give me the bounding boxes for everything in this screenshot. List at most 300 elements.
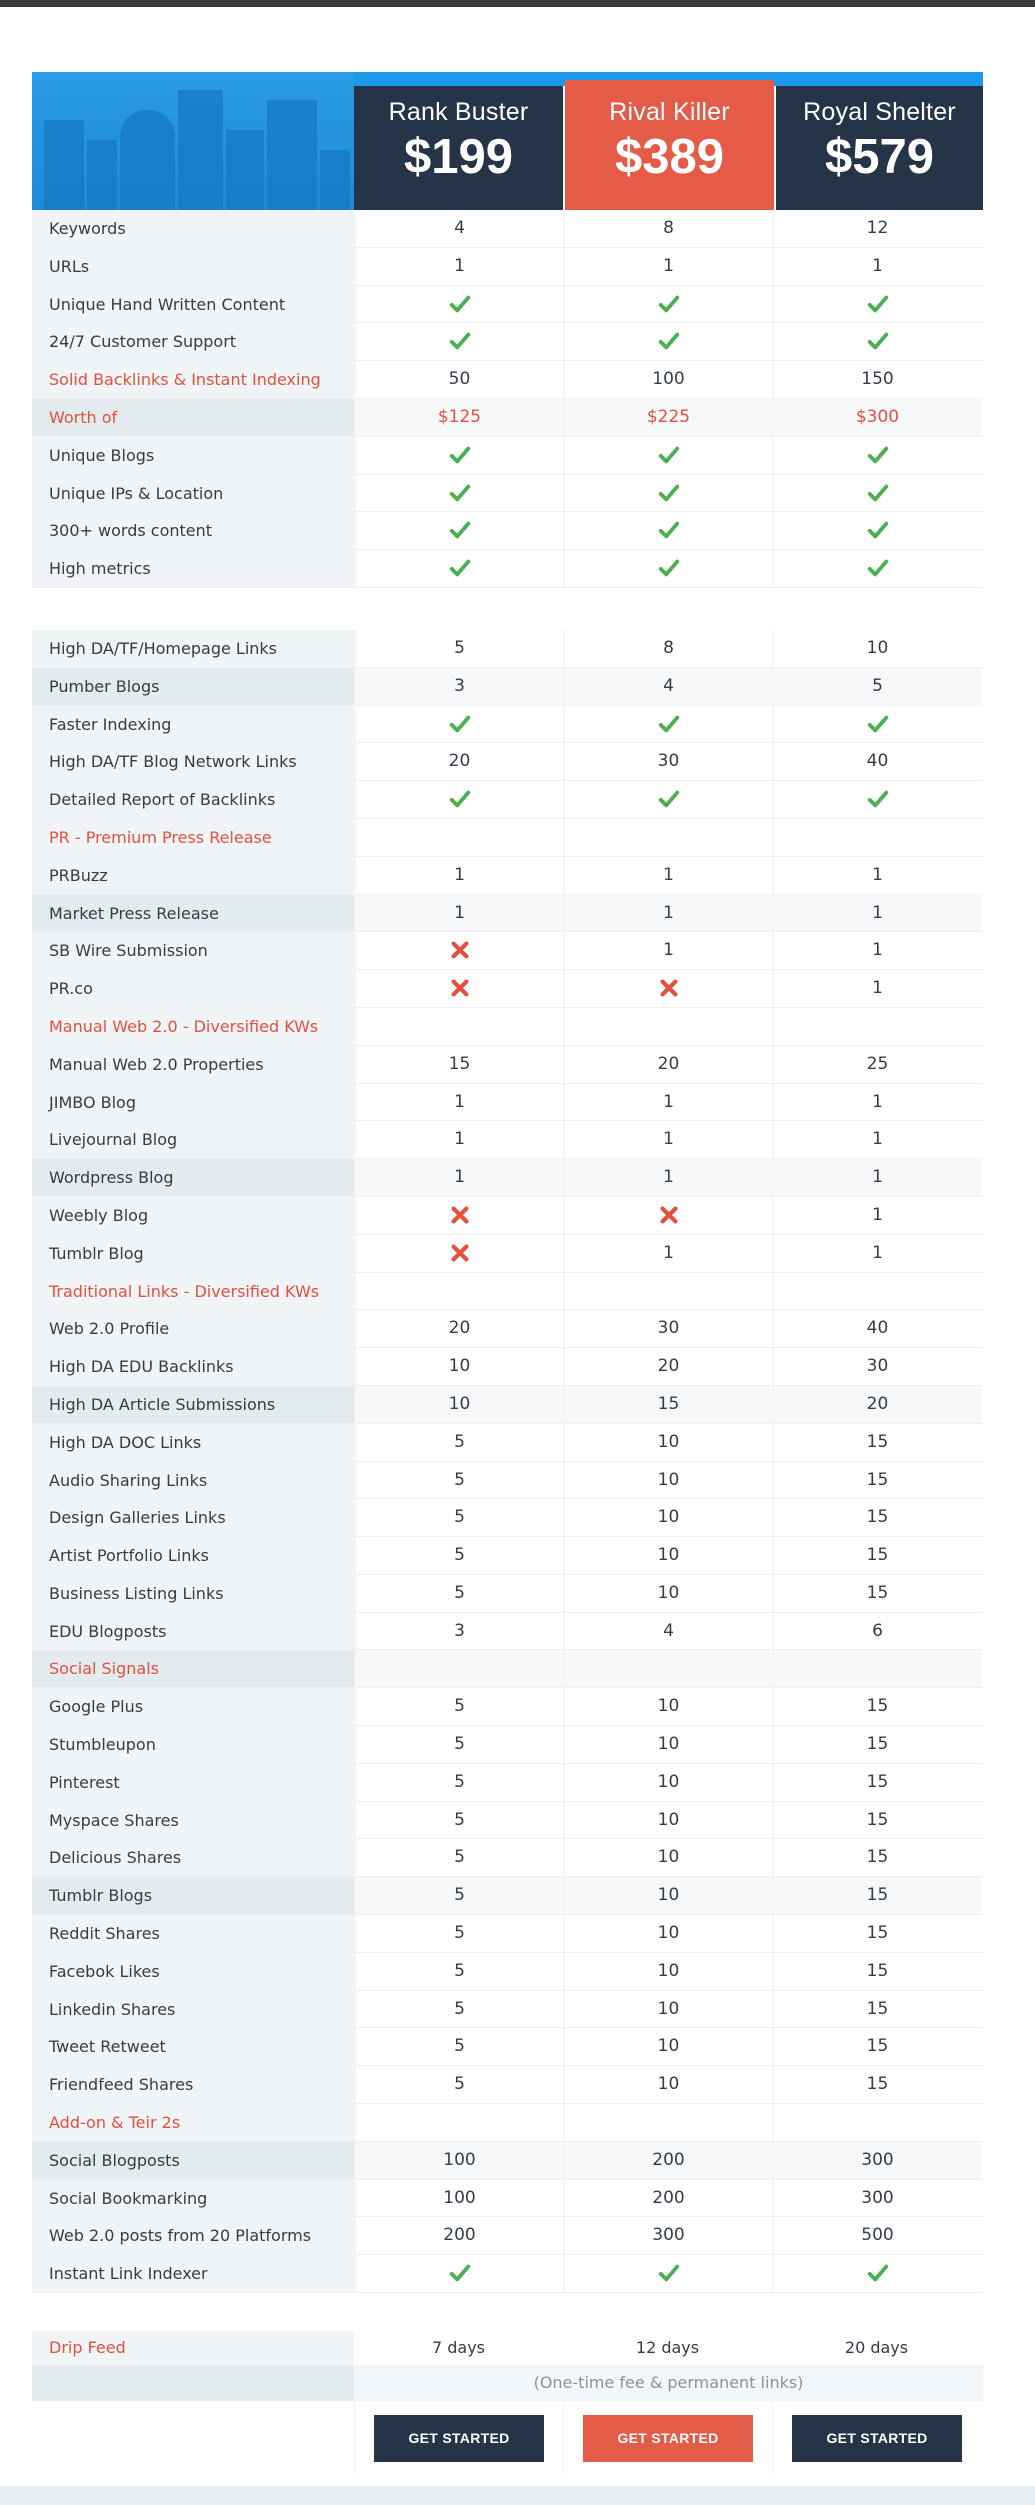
feature-row xyxy=(32,1235,983,1273)
feature-value: 1 xyxy=(563,1159,772,1196)
feature-value: 15 xyxy=(772,1953,981,1990)
feature-label: High DA/TF Blog Network Links xyxy=(32,743,354,780)
feature-value: 4 xyxy=(563,668,772,705)
feature-label: Weebly Blog xyxy=(32,1197,354,1234)
feature-value: 10 xyxy=(563,1575,772,1612)
feature-value: 10 xyxy=(563,2028,772,2065)
feature-value: 4 xyxy=(354,210,563,247)
feature-value: 10 xyxy=(563,1688,772,1725)
section-heading: Social Signals xyxy=(32,1650,354,1687)
check-icon xyxy=(354,781,563,818)
plan-name: Rank Buster xyxy=(388,98,529,126)
feature-value: 1 xyxy=(563,1121,772,1158)
drip-feed-label: Drip Feed xyxy=(32,2331,354,2365)
check-icon xyxy=(563,512,772,549)
feature-row xyxy=(32,550,983,588)
feature-value: 10 xyxy=(563,1499,772,1536)
feature-value: 5 xyxy=(354,1499,563,1536)
feature-label: Delicious Shares xyxy=(32,1839,354,1876)
feature-value: 10 xyxy=(563,1462,772,1499)
feature-value: 15 xyxy=(772,1575,981,1612)
feature-value xyxy=(354,1650,563,1687)
feature-value: $125 xyxy=(354,399,563,436)
feature-row xyxy=(32,668,983,706)
feature-row xyxy=(32,1839,983,1877)
feature-row xyxy=(32,970,983,1008)
feature-value: 10 xyxy=(354,1348,563,1385)
feature-row xyxy=(32,1121,983,1159)
feature-label: Manual Web 2.0 Properties xyxy=(32,1046,354,1083)
feature-value: 1 xyxy=(772,895,981,932)
feature-label: Business Listing Links xyxy=(32,1575,354,1612)
feature-row xyxy=(32,1462,983,1500)
cta-row xyxy=(32,2401,983,2475)
feature-label: Social Bookmarking xyxy=(32,2180,354,2217)
feature-value: 4 xyxy=(563,1613,772,1650)
plan-header-rank-buster xyxy=(354,86,563,210)
feature-value: 100 xyxy=(563,361,772,398)
feature-row xyxy=(32,1613,983,1651)
check-icon xyxy=(354,512,563,549)
check-icon xyxy=(354,437,563,474)
cross-icon xyxy=(354,1197,563,1234)
feature-label: Web 2.0 Profile xyxy=(32,1310,354,1347)
plan-price: $579 xyxy=(824,130,934,184)
feature-row xyxy=(32,399,983,437)
feature-label: Audio Sharing Links xyxy=(32,1462,354,1499)
feature-value xyxy=(772,1650,981,1687)
fee-note-row xyxy=(32,2365,983,2401)
feature-value: 10 xyxy=(563,1802,772,1839)
feature-value: 1 xyxy=(354,1121,563,1158)
feature-value: 5 xyxy=(354,1915,563,1952)
feature-value xyxy=(772,1273,981,1310)
feature-value: 8 xyxy=(563,630,772,667)
feature-value: 1 xyxy=(354,248,563,285)
feature-row xyxy=(32,2028,983,2066)
feature-label: Keywords xyxy=(32,210,354,247)
feature-value: 1 xyxy=(772,857,981,894)
drip-feed-value: 20 days xyxy=(844,2338,909,2358)
feature-row xyxy=(32,630,983,668)
section-heading: Add-on & Teir 2s xyxy=(32,2104,354,2141)
feature-value: 15 xyxy=(772,1839,981,1876)
cta-spacer xyxy=(32,2401,354,2475)
feature-row xyxy=(32,1008,983,1046)
feature-value: 5 xyxy=(354,1688,563,1725)
feature-label: Wordpress Blog xyxy=(32,1159,354,1196)
feature-value: 300 xyxy=(563,2217,772,2254)
check-icon xyxy=(563,437,772,474)
feature-value: 1 xyxy=(772,1197,981,1234)
feature-value: 3 xyxy=(354,668,563,705)
cross-icon xyxy=(354,932,563,969)
feature-value: 5 xyxy=(354,1764,563,1801)
check-icon xyxy=(772,323,981,360)
feature-value: 30 xyxy=(772,1348,981,1385)
feature-row xyxy=(32,895,983,933)
feature-value: 1 xyxy=(563,248,772,285)
feature-value: 10 xyxy=(772,630,981,667)
feature-value: 15 xyxy=(354,1046,563,1083)
feature-value: 10 xyxy=(563,1839,772,1876)
feature-row xyxy=(32,1084,983,1122)
feature-label: Worth of xyxy=(32,399,354,436)
feature-value: 5 xyxy=(354,1462,563,1499)
feature-label: Tumblr Blogs xyxy=(32,1877,354,1914)
check-icon xyxy=(354,2255,563,2292)
feature-label: Linkedin Shares xyxy=(32,1991,354,2028)
get-started-button-royal-shelter[interactable]: GET STARTED xyxy=(792,2415,962,2462)
feature-row xyxy=(32,286,983,324)
city-skyline-image xyxy=(32,72,354,210)
feature-value: 5 xyxy=(354,1839,563,1876)
feature-row xyxy=(32,1688,983,1726)
feature-value: 1 xyxy=(354,1159,563,1196)
feature-row xyxy=(32,1877,983,1915)
feature-label: High metrics xyxy=(32,550,354,587)
feature-value: 5 xyxy=(354,1802,563,1839)
feature-row xyxy=(32,323,983,361)
feature-row xyxy=(32,1575,983,1613)
section-heading: Manual Web 2.0 - Diversified KWs xyxy=(32,1008,354,1045)
feature-label: Web 2.0 posts from 20 Platforms xyxy=(32,2217,354,2254)
feature-row xyxy=(32,1499,983,1537)
feature-value: 3 xyxy=(354,1613,563,1650)
feature-value: 10 xyxy=(563,1953,772,1990)
feature-value: 5 xyxy=(354,630,563,667)
feature-value: 1 xyxy=(354,857,563,894)
feature-value: 20 xyxy=(563,1348,772,1385)
feature-row xyxy=(32,781,983,819)
feature-value xyxy=(354,1273,563,1310)
feature-label: Tweet Retweet xyxy=(32,2028,354,2065)
feature-row xyxy=(32,1764,983,1802)
feature-value: 15 xyxy=(772,1726,981,1763)
drip-feed-row xyxy=(32,2331,983,2365)
feature-value: 1 xyxy=(563,1235,772,1272)
feature-row xyxy=(32,1650,983,1688)
feature-value: 1 xyxy=(563,932,772,969)
feature-row xyxy=(32,1424,983,1462)
section-heading: PR - Premium Press Release xyxy=(32,819,354,856)
feature-row xyxy=(32,1537,983,1575)
feature-value xyxy=(354,819,563,856)
feature-row xyxy=(32,1991,983,2029)
feature-value: 15 xyxy=(772,1462,981,1499)
feature-value: 15 xyxy=(563,1386,772,1423)
check-icon xyxy=(563,706,772,743)
feature-label: High DA Article Submissions xyxy=(32,1386,354,1423)
feature-value: 1 xyxy=(563,895,772,932)
fee-note-spacer xyxy=(32,2365,354,2401)
feature-value: 1 xyxy=(772,1159,981,1196)
plan-price: $389 xyxy=(614,130,724,184)
fee-note: (One-time fee & permanent links) xyxy=(354,2365,983,2401)
feature-row xyxy=(32,1726,983,1764)
feature-value: 10 xyxy=(563,1991,772,2028)
bottom-bar xyxy=(0,2486,1035,2505)
feature-value: 15 xyxy=(772,1537,981,1574)
feature-row xyxy=(32,857,983,895)
section-heading: Solid Backlinks & Instant Indexing xyxy=(32,361,354,398)
plan-price: $199 xyxy=(403,130,513,184)
feature-label: Pinterest xyxy=(32,1764,354,1801)
feature-value: 5 xyxy=(354,2066,563,2103)
feature-value: 40 xyxy=(772,1310,981,1347)
feature-value: 100 xyxy=(354,2142,563,2179)
feature-row xyxy=(32,1348,983,1386)
feature-value xyxy=(772,1008,981,1045)
feature-value: 15 xyxy=(772,2028,981,2065)
feature-value: 5 xyxy=(354,2028,563,2065)
feature-value: 1 xyxy=(354,1084,563,1121)
feature-label: Google Plus xyxy=(32,1688,354,1725)
feature-value: 5 xyxy=(354,1726,563,1763)
feature-label: Facebok Likes xyxy=(32,1953,354,1990)
feature-value: 20 xyxy=(354,743,563,780)
feature-value: 10 xyxy=(563,1877,772,1914)
feature-value: 5 xyxy=(354,1575,563,1612)
feature-value: 10 xyxy=(563,1915,772,1952)
feature-section-2 xyxy=(32,630,983,2293)
feature-value: 15 xyxy=(772,2066,981,2103)
check-icon xyxy=(563,2255,772,2292)
feature-value: 1 xyxy=(772,1084,981,1121)
feature-label: High DA EDU Backlinks xyxy=(32,1348,354,1385)
feature-value: 1 xyxy=(772,1235,981,1272)
check-icon xyxy=(772,781,981,818)
feature-value: 5 xyxy=(354,1953,563,1990)
feature-value: 30 xyxy=(563,743,772,780)
feature-label: PRBuzz xyxy=(32,857,354,894)
feature-row xyxy=(32,1310,983,1348)
feature-label: High DA/TF/Homepage Links xyxy=(32,630,354,667)
check-icon xyxy=(772,2255,981,2292)
feature-value: 5 xyxy=(354,1991,563,2028)
feature-value: 50 xyxy=(354,361,563,398)
drip-feed-value: 7 days xyxy=(431,2338,486,2358)
plan-header-rival-killer xyxy=(565,80,774,210)
feature-row xyxy=(32,2104,983,2142)
feature-value: 10 xyxy=(563,1764,772,1801)
feature-row xyxy=(32,1046,983,1084)
check-icon xyxy=(772,512,981,549)
feature-label: 24/7 Customer Support xyxy=(32,323,354,360)
feature-value xyxy=(354,1008,563,1045)
check-icon xyxy=(563,475,772,512)
feature-row xyxy=(32,2180,983,2218)
feature-row xyxy=(32,512,983,550)
plan-header-royal-shelter xyxy=(776,86,983,210)
check-icon xyxy=(563,550,772,587)
feature-value: 200 xyxy=(354,2217,563,2254)
feature-row xyxy=(32,361,983,399)
feature-value: 1 xyxy=(772,1121,981,1158)
feature-label: URLs xyxy=(32,248,354,285)
section-spacer xyxy=(32,2293,983,2331)
feature-value xyxy=(563,819,772,856)
feature-row xyxy=(32,1386,983,1424)
feature-value: 15 xyxy=(772,1915,981,1952)
cross-icon xyxy=(354,970,563,1007)
feature-value: 10 xyxy=(563,1726,772,1763)
feature-value xyxy=(563,1273,772,1310)
feature-label: Market Press Release xyxy=(32,895,354,932)
feature-value: 200 xyxy=(563,2180,772,2217)
check-icon xyxy=(354,323,563,360)
feature-value: $225 xyxy=(563,399,772,436)
feature-value: 15 xyxy=(772,1877,981,1914)
check-icon xyxy=(563,323,772,360)
feature-label: Artist Portfolio Links xyxy=(32,1537,354,1574)
feature-row xyxy=(32,210,983,248)
check-icon xyxy=(563,286,772,323)
feature-label: Unique Hand Written Content xyxy=(32,286,354,323)
feature-row xyxy=(32,1802,983,1840)
feature-value: 15 xyxy=(772,1688,981,1725)
section-spacer xyxy=(32,588,983,630)
feature-label: Social Blogposts xyxy=(32,2142,354,2179)
feature-label: High DA DOC Links xyxy=(32,1424,354,1461)
feature-value: $300 xyxy=(772,399,981,436)
feature-value: 1 xyxy=(772,932,981,969)
feature-value: 1 xyxy=(772,970,981,1007)
check-icon xyxy=(563,781,772,818)
feature-row xyxy=(32,2066,983,2104)
feature-value: 20 xyxy=(354,1310,563,1347)
check-icon xyxy=(354,475,563,512)
feature-value: 500 xyxy=(772,2217,981,2254)
feature-label: Detailed Report of Backlinks xyxy=(32,781,354,818)
feature-value: 20 xyxy=(772,1386,981,1423)
feature-row xyxy=(32,819,983,857)
feature-value xyxy=(563,2104,772,2141)
feature-value: 15 xyxy=(772,1802,981,1839)
feature-row xyxy=(32,248,983,286)
get-started-button-rank-buster[interactable]: GET STARTED xyxy=(374,2415,544,2462)
feature-value: 1 xyxy=(563,857,772,894)
cross-icon xyxy=(563,970,772,1007)
feature-value xyxy=(563,1650,772,1687)
feature-label: Livejournal Blog xyxy=(32,1121,354,1158)
feature-row xyxy=(32,2255,983,2293)
feature-label: EDU Blogposts xyxy=(32,1613,354,1650)
feature-value: 10 xyxy=(563,1424,772,1461)
check-icon xyxy=(354,706,563,743)
feature-value: 8 xyxy=(563,210,772,247)
feature-value: 100 xyxy=(354,2180,563,2217)
feature-value: 15 xyxy=(772,1991,981,2028)
check-icon xyxy=(772,706,981,743)
feature-label: Friendfeed Shares xyxy=(32,2066,354,2103)
feature-label: Pumber Blogs xyxy=(32,668,354,705)
feature-value: 200 xyxy=(563,2142,772,2179)
feature-label: Instant Link Indexer xyxy=(32,2255,354,2292)
feature-value: 25 xyxy=(772,1046,981,1083)
feature-value: 12 xyxy=(772,210,981,247)
feature-row xyxy=(32,743,983,781)
check-icon xyxy=(772,475,981,512)
feature-row xyxy=(32,437,983,475)
check-icon xyxy=(354,550,563,587)
pricing-header xyxy=(32,72,983,210)
feature-value: 6 xyxy=(772,1613,981,1650)
feature-label: JIMBO Blog xyxy=(32,1084,354,1121)
feature-label: Unique Blogs xyxy=(32,437,354,474)
feature-value: 150 xyxy=(772,361,981,398)
drip-feed-value: 12 days xyxy=(635,2338,700,2358)
section-heading: Traditional Links - Diversified KWs xyxy=(32,1273,354,1310)
feature-row xyxy=(32,2142,983,2180)
feature-row xyxy=(32,1159,983,1197)
plan-name: Royal Shelter xyxy=(803,98,956,126)
plan-name: Rival Killer xyxy=(609,98,730,126)
feature-row xyxy=(32,475,983,513)
feature-value: 1 xyxy=(772,248,981,285)
feature-label: Tumblr Blog xyxy=(32,1235,354,1272)
feature-row xyxy=(32,706,983,744)
feature-value xyxy=(354,2104,563,2141)
check-icon xyxy=(772,550,981,587)
feature-label: 300+ words content xyxy=(32,512,354,549)
feature-label: Reddit Shares xyxy=(32,1915,354,1952)
feature-label: Unique IPs & Location xyxy=(32,475,354,512)
feature-value: 20 xyxy=(563,1046,772,1083)
feature-label: SB Wire Submission xyxy=(32,932,354,969)
feature-value: 30 xyxy=(563,1310,772,1347)
feature-row xyxy=(32,1953,983,1991)
feature-value: 40 xyxy=(772,743,981,780)
feature-label: Stumbleupon xyxy=(32,1726,354,1763)
feature-value: 300 xyxy=(772,2180,981,2217)
feature-value: 5 xyxy=(354,1877,563,1914)
feature-label: Myspace Shares xyxy=(32,1802,354,1839)
feature-value: 15 xyxy=(772,1424,981,1461)
top-bar xyxy=(0,0,1035,7)
feature-label: PR.co xyxy=(32,970,354,1007)
feature-row xyxy=(32,932,983,970)
feature-value: 10 xyxy=(563,1537,772,1574)
feature-label: Faster Indexing xyxy=(32,706,354,743)
feature-value: 1 xyxy=(563,1084,772,1121)
check-icon xyxy=(772,437,981,474)
cross-icon xyxy=(354,1235,563,1272)
feature-value: 300 xyxy=(772,2142,981,2179)
check-icon xyxy=(354,286,563,323)
feature-row xyxy=(32,1197,983,1235)
feature-value: 1 xyxy=(354,895,563,932)
pricing-table xyxy=(32,72,983,2475)
cross-icon xyxy=(563,1197,772,1234)
feature-value: 5 xyxy=(354,1424,563,1461)
check-icon xyxy=(772,286,981,323)
feature-value: 10 xyxy=(563,2066,772,2103)
feature-row xyxy=(32,1915,983,1953)
feature-value: 10 xyxy=(354,1386,563,1423)
feature-section-1 xyxy=(32,210,983,588)
feature-row xyxy=(32,1273,983,1311)
feature-value: 5 xyxy=(772,668,981,705)
feature-label: Design Galleries Links xyxy=(32,1499,354,1536)
feature-value xyxy=(563,1008,772,1045)
feature-value: 15 xyxy=(772,1764,981,1801)
feature-value xyxy=(772,2104,981,2141)
feature-row xyxy=(32,2217,983,2255)
get-started-button-rival-killer[interactable]: GET STARTED xyxy=(583,2415,753,2462)
feature-value xyxy=(772,819,981,856)
feature-value: 5 xyxy=(354,1537,563,1574)
